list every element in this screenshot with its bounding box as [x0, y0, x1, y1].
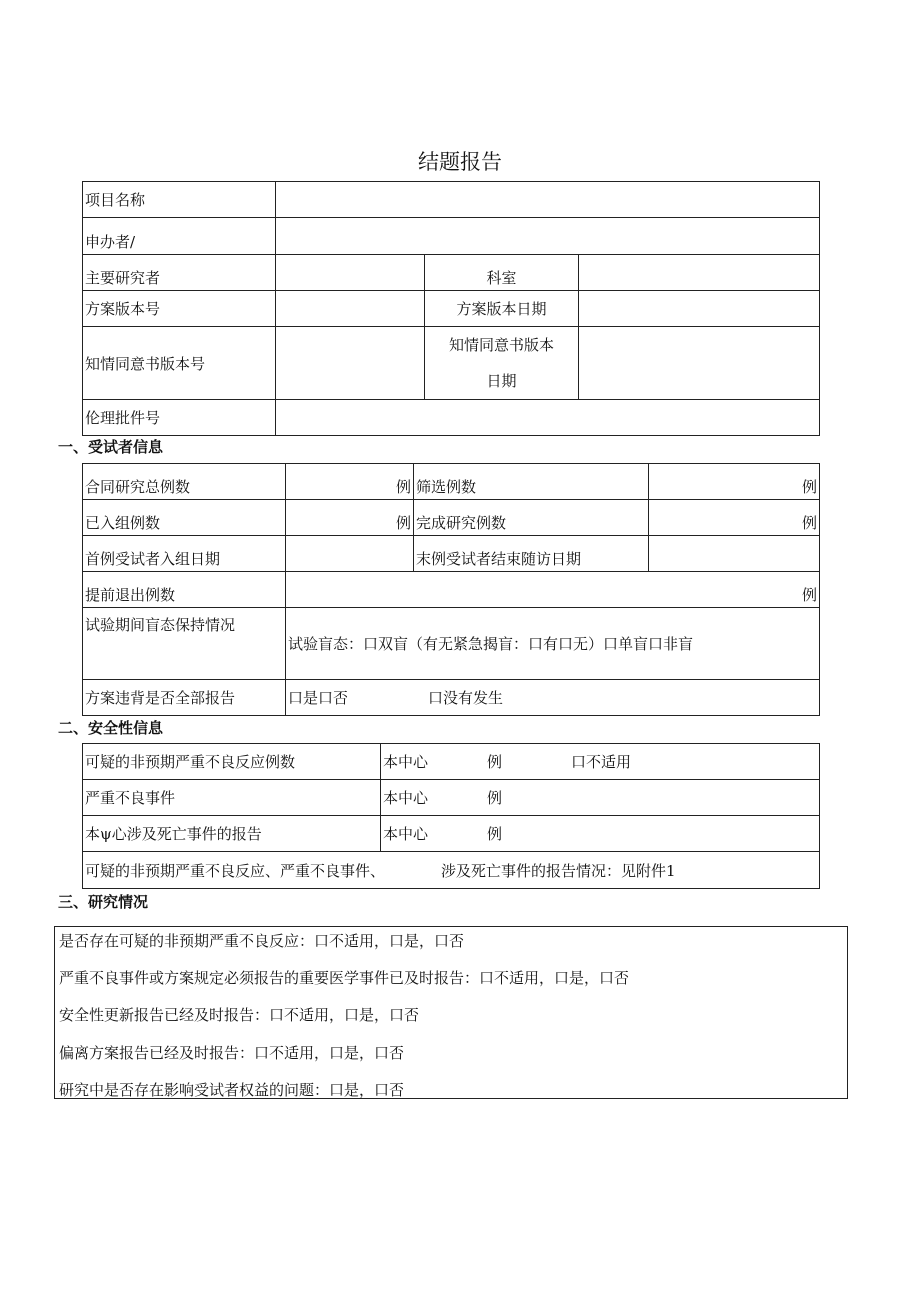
first-enroll-date-field[interactable]: [286, 536, 414, 572]
unit-label: 例: [395, 514, 411, 532]
project-info-table: [82, 181, 820, 436]
unit-label: 例: [487, 825, 503, 843]
status-line[interactable]: 偏离方案报告已经及时报告：口不适用，口是，口否: [59, 1044, 405, 1062]
protocol-date-field[interactable]: [579, 291, 820, 327]
subject-info-table: [82, 463, 820, 716]
safety-note-main: 可疑的非预期严重不良反应、严重不良事件、: [85, 861, 386, 880]
screening-field[interactable]: [649, 464, 820, 500]
status-line[interactable]: 安全性更新报告已经及时报告：口不适用，口是，口否: [59, 1006, 420, 1024]
sae-label: 严重不良事件: [83, 780, 381, 816]
enrolled-field[interactable]: [286, 500, 414, 536]
sponsor-field[interactable]: [276, 218, 820, 255]
center-label: 本中心: [383, 789, 429, 807]
pi-label: 主要研究者: [83, 255, 276, 291]
last-visit-date-field[interactable]: [649, 536, 820, 572]
safety-note-tail: 涉及死亡事件的报告情况：见附件1: [441, 861, 676, 880]
icf-version-field[interactable]: [276, 327, 425, 400]
sae-field[interactable]: [381, 780, 820, 816]
unit-label: 例: [487, 789, 503, 807]
icf-date-label: [425, 327, 579, 400]
project-name-label: 项目名称: [83, 182, 276, 218]
pi-field[interactable]: [276, 255, 425, 291]
status-line[interactable]: 是否存在可疑的非预期严重不良反应：口不适用，口是，口否: [59, 932, 465, 950]
icf-date-field[interactable]: [579, 327, 820, 400]
ethics-no-field[interactable]: [276, 400, 820, 436]
safety-report-note: [83, 852, 820, 889]
deviation-options[interactable]: [286, 680, 820, 716]
deviation-none[interactable]: 口没有发生: [428, 689, 504, 707]
blinding-label: 试验期间盲态保持情况: [83, 608, 286, 680]
sponsor-label: 申办者/: [83, 218, 276, 255]
center-label: 本中心: [383, 825, 429, 843]
last-visit-date-label: 末例受试者结束随访日期: [414, 536, 649, 572]
department-field[interactable]: [579, 255, 820, 291]
icf-date-label-line2: 日期: [486, 372, 517, 390]
study-status-box: [54, 926, 848, 1099]
section3-heading: 三、研究情况: [58, 893, 149, 911]
screening-label: 筛选例数: [414, 464, 649, 500]
page-title: 结题报告: [418, 150, 502, 174]
safety-info-table: [82, 743, 820, 889]
unit-label: 例: [801, 514, 817, 532]
early-withdraw-field[interactable]: [286, 572, 820, 608]
icf-date-label-line1: 知情同意书版本: [448, 336, 554, 354]
deviation-yes-no[interactable]: 口是口否: [288, 689, 349, 707]
protocol-version-field[interactable]: [276, 291, 425, 327]
blinding-value[interactable]: 试验盲态：口双盲（有无紧急揭盲：口有口无）口单盲口非盲: [286, 608, 820, 680]
completed-field[interactable]: [649, 500, 820, 536]
susar-label: 可疑的非预期严重不良反应例数: [83, 744, 381, 780]
unit-label: 例: [487, 753, 503, 771]
project-name-field[interactable]: [276, 182, 820, 218]
protocol-date-label: 方案版本日期: [425, 291, 579, 327]
death-report-label: 本ψ心涉及死亡事件的报告: [83, 816, 381, 852]
icf-version-label: 知情同意书版本号: [83, 327, 276, 400]
contract-total-label: 合同研究总例数: [83, 464, 286, 500]
unit-label: 例: [801, 478, 817, 496]
protocol-version-label: 方案版本号: [83, 291, 276, 327]
section1-heading: 一、受试者信息: [58, 438, 164, 456]
deviation-label: 方案违背是否全部报告: [83, 680, 286, 716]
unit-label: 例: [395, 478, 411, 496]
not-applicable-option[interactable]: 口不适用: [571, 753, 632, 771]
status-line[interactable]: 研究中是否存在影响受试者权益的问题：口是，口否: [59, 1081, 405, 1099]
department-label: 科室: [425, 255, 579, 291]
center-label: 本中心: [383, 753, 429, 771]
unit-label: 例: [801, 586, 817, 604]
status-line[interactable]: 严重不良事件或方案规定必须报告的重要医学事件已及时报告：口不适用，口是，口否: [59, 969, 630, 987]
section2-heading: 二、安全性信息: [58, 719, 164, 737]
completed-label: 完成研究例数: [414, 500, 649, 536]
first-enroll-date-label: 首例受试者入组日期: [83, 536, 286, 572]
contract-total-field[interactable]: [286, 464, 414, 500]
early-withdraw-label: 提前退出例数: [83, 572, 286, 608]
ethics-no-label: 伦理批件号: [83, 400, 276, 436]
enrolled-label: 已入组例数: [83, 500, 286, 536]
susar-field[interactable]: [381, 744, 820, 780]
death-report-field[interactable]: [381, 816, 820, 852]
